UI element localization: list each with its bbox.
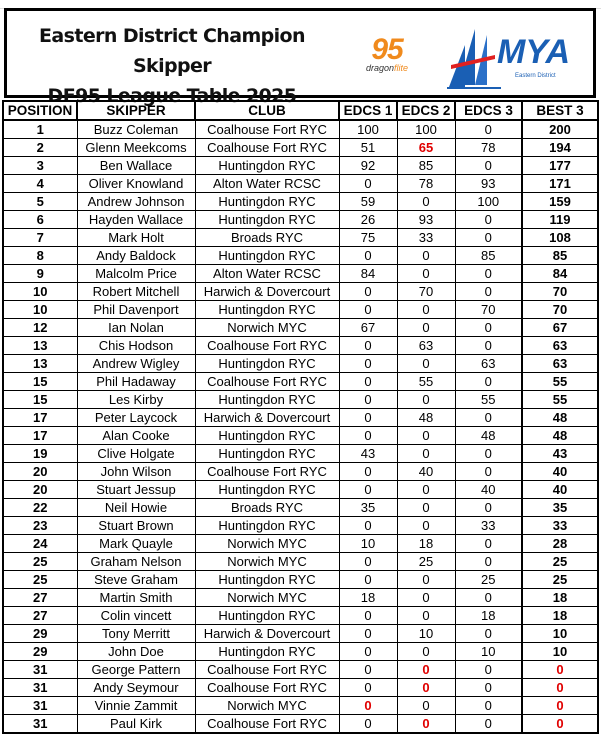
edcs1-cell: 0 bbox=[339, 571, 397, 589]
club-cell: Coalhouse Fort RYC bbox=[195, 463, 339, 481]
edcs1-cell: 0 bbox=[339, 373, 397, 391]
skipper-cell: Glenn Meekcoms bbox=[77, 139, 195, 157]
table-row bbox=[3, 319, 598, 337]
edcs2-cell: 93 bbox=[397, 211, 455, 229]
table-row bbox=[3, 445, 598, 463]
skipper-cell: Colin vincett bbox=[77, 607, 195, 625]
table-row bbox=[3, 571, 598, 589]
club-cell: Norwich MYC bbox=[195, 553, 339, 571]
skipper-cell: Les Kirby bbox=[77, 391, 195, 409]
edcs1-cell: 67 bbox=[339, 319, 397, 337]
edcs2-cell: 48 bbox=[397, 409, 455, 427]
club-cell: Huntingdon RYC bbox=[195, 481, 339, 499]
best3-cell: 43 bbox=[522, 445, 598, 463]
table-row bbox=[3, 283, 598, 301]
position-cell: 13 bbox=[3, 337, 77, 355]
edcs3-cell: 0 bbox=[455, 157, 522, 175]
best3-cell: 159 bbox=[522, 193, 598, 211]
best3-cell: 0 bbox=[522, 697, 598, 715]
skipper-cell: Andrew Johnson bbox=[77, 193, 195, 211]
skipper-cell: Ben Wallace bbox=[77, 157, 195, 175]
club-cell: Huntingdon RYC bbox=[195, 193, 339, 211]
position-cell: 19 bbox=[3, 445, 77, 463]
position-cell: 2 bbox=[3, 139, 77, 157]
col-edcs3: EDCS 3 bbox=[455, 101, 522, 120]
position-cell: 3 bbox=[3, 157, 77, 175]
best3-cell: 48 bbox=[522, 427, 598, 445]
edcs1-cell: 100 bbox=[339, 120, 397, 139]
edcs2-cell: 0 bbox=[397, 319, 455, 337]
edcs2-cell: 0 bbox=[397, 679, 455, 697]
position-cell: 17 bbox=[3, 427, 77, 445]
position-cell: 31 bbox=[3, 697, 77, 715]
edcs1-cell: 75 bbox=[339, 229, 397, 247]
skipper-cell: Mark Quayle bbox=[77, 535, 195, 553]
skipper-cell: Phil Davenport bbox=[77, 301, 195, 319]
edcs1-cell: 0 bbox=[339, 661, 397, 679]
best3-cell: 28 bbox=[522, 535, 598, 553]
edcs3-cell: 25 bbox=[455, 571, 522, 589]
edcs1-cell: 0 bbox=[339, 301, 397, 319]
edcs3-cell: 0 bbox=[455, 463, 522, 481]
club-cell: Huntingdon RYC bbox=[195, 517, 339, 535]
edcs3-cell: 33 bbox=[455, 517, 522, 535]
club-cell: Harwich & Dovercourt bbox=[195, 283, 339, 301]
club-cell: Huntingdon RYC bbox=[195, 607, 339, 625]
best3-cell: 63 bbox=[522, 337, 598, 355]
table-row bbox=[3, 337, 598, 355]
col-edcs1: EDCS 1 bbox=[339, 101, 397, 120]
skipper-cell: Oliver Knowland bbox=[77, 175, 195, 193]
edcs2-cell: 0 bbox=[397, 643, 455, 661]
edcs1-cell: 0 bbox=[339, 337, 397, 355]
edcs3-cell: 0 bbox=[455, 625, 522, 643]
table-row bbox=[3, 391, 598, 409]
club-cell: Broads RYC bbox=[195, 229, 339, 247]
edcs2-cell: 70 bbox=[397, 283, 455, 301]
col-club: CLUB bbox=[195, 101, 339, 120]
position-cell: 20 bbox=[3, 481, 77, 499]
edcs2-cell: 0 bbox=[397, 697, 455, 715]
edcs2-cell: 0 bbox=[397, 481, 455, 499]
logo-word bbox=[337, 63, 437, 73]
club-cell: Huntingdon RYC bbox=[195, 391, 339, 409]
table-row bbox=[3, 175, 598, 193]
position-cell: 8 bbox=[3, 247, 77, 265]
edcs3-cell: 0 bbox=[455, 373, 522, 391]
edcs3-cell: 0 bbox=[455, 211, 522, 229]
club-cell: Coalhouse Fort RYC bbox=[195, 120, 339, 139]
edcs2-cell: 0 bbox=[397, 427, 455, 445]
header-row bbox=[3, 101, 598, 120]
col-edcs2: EDCS 2 bbox=[397, 101, 455, 120]
best3-cell: 177 bbox=[522, 157, 598, 175]
best3-cell: 63 bbox=[522, 355, 598, 373]
logo-word-a: dragon bbox=[365, 63, 394, 73]
best3-cell: 25 bbox=[522, 571, 598, 589]
table-row bbox=[3, 697, 598, 715]
skipper-cell: Buzz Coleman bbox=[77, 120, 195, 139]
club-cell: Huntingdon RYC bbox=[195, 643, 339, 661]
best3-cell: 84 bbox=[522, 265, 598, 283]
edcs1-cell: 0 bbox=[339, 607, 397, 625]
best3-cell: 33 bbox=[522, 517, 598, 535]
mya-text: MYA bbox=[497, 33, 571, 71]
skipper-cell: Graham Nelson bbox=[77, 553, 195, 571]
edcs1-cell: 0 bbox=[339, 463, 397, 481]
edcs1-cell: 0 bbox=[339, 355, 397, 373]
logo-number: 95 bbox=[371, 33, 403, 66]
edcs3-cell: 0 bbox=[455, 553, 522, 571]
table-row bbox=[3, 643, 598, 661]
edcs2-cell: 40 bbox=[397, 463, 455, 481]
edcs1-cell: 35 bbox=[339, 499, 397, 517]
edcs3-cell: 78 bbox=[455, 139, 522, 157]
edcs1-cell: 18 bbox=[339, 589, 397, 607]
club-cell: Alton Water RCSC bbox=[195, 265, 339, 283]
table-row bbox=[3, 589, 598, 607]
club-cell: Huntingdon RYC bbox=[195, 211, 339, 229]
best3-cell: 0 bbox=[522, 679, 598, 697]
col-best3: BEST 3 bbox=[522, 101, 598, 120]
skipper-cell: John Doe bbox=[77, 643, 195, 661]
edcs1-cell: 0 bbox=[339, 283, 397, 301]
position-cell: 29 bbox=[3, 643, 77, 661]
position-cell: 7 bbox=[3, 229, 77, 247]
position-cell: 20 bbox=[3, 463, 77, 481]
position-cell: 31 bbox=[3, 715, 77, 734]
skipper-cell: Vinnie Zammit bbox=[77, 697, 195, 715]
position-cell: 22 bbox=[3, 499, 77, 517]
edcs3-cell: 48 bbox=[455, 427, 522, 445]
table-row bbox=[3, 301, 598, 319]
table-row bbox=[3, 409, 598, 427]
skipper-cell: Ian Nolan bbox=[77, 319, 195, 337]
edcs2-cell: 85 bbox=[397, 157, 455, 175]
edcs3-cell: 0 bbox=[455, 589, 522, 607]
club-cell: Coalhouse Fort RYC bbox=[195, 715, 339, 734]
position-cell: 31 bbox=[3, 679, 77, 697]
edcs2-cell: 0 bbox=[397, 445, 455, 463]
table-row bbox=[3, 211, 598, 229]
edcs1-cell: 0 bbox=[339, 409, 397, 427]
table-row bbox=[3, 247, 598, 265]
skipper-cell: Andy Seymour bbox=[77, 679, 195, 697]
table-row bbox=[3, 355, 598, 373]
club-cell: Coalhouse Fort RYC bbox=[195, 373, 339, 391]
best3-cell: 70 bbox=[522, 301, 598, 319]
edcs3-cell: 63 bbox=[455, 355, 522, 373]
best3-cell: 171 bbox=[522, 175, 598, 193]
position-cell: 5 bbox=[3, 193, 77, 211]
mya-logo bbox=[445, 25, 575, 91]
skipper-cell: Hayden Wallace bbox=[77, 211, 195, 229]
table-row bbox=[3, 517, 598, 535]
edcs1-cell: 0 bbox=[339, 247, 397, 265]
best3-cell: 10 bbox=[522, 625, 598, 643]
edcs2-cell: 0 bbox=[397, 247, 455, 265]
position-cell: 25 bbox=[3, 553, 77, 571]
club-cell: Coalhouse Fort RYC bbox=[195, 337, 339, 355]
club-cell: Coalhouse Fort RYC bbox=[195, 139, 339, 157]
best3-cell: 0 bbox=[522, 715, 598, 734]
position-cell: 10 bbox=[3, 301, 77, 319]
position-cell: 27 bbox=[3, 589, 77, 607]
edcs3-cell: 85 bbox=[455, 247, 522, 265]
best3-cell: 0 bbox=[522, 661, 598, 679]
edcs2-cell: 0 bbox=[397, 607, 455, 625]
edcs3-cell: 55 bbox=[455, 391, 522, 409]
table-row bbox=[3, 481, 598, 499]
title-line-1: Eastern District Champion Skipper bbox=[39, 25, 305, 77]
club-cell: Huntingdon RYC bbox=[195, 157, 339, 175]
edcs3-cell: 0 bbox=[455, 445, 522, 463]
edcs2-cell: 55 bbox=[397, 373, 455, 391]
table-row bbox=[3, 625, 598, 643]
edcs1-cell: 10 bbox=[339, 535, 397, 553]
edcs1-cell: 0 bbox=[339, 391, 397, 409]
edcs2-cell: 0 bbox=[397, 589, 455, 607]
club-cell: Coalhouse Fort RYC bbox=[195, 661, 339, 679]
best3-cell: 70 bbox=[522, 283, 598, 301]
edcs3-cell: 0 bbox=[455, 661, 522, 679]
edcs3-cell: 0 bbox=[455, 535, 522, 553]
table-row bbox=[3, 535, 598, 553]
skipper-cell: Tony Merritt bbox=[77, 625, 195, 643]
edcs3-cell: 0 bbox=[455, 319, 522, 337]
edcs3-cell: 0 bbox=[455, 337, 522, 355]
edcs2-cell: 0 bbox=[397, 661, 455, 679]
edcs2-cell: 10 bbox=[397, 625, 455, 643]
title-line-2: DF95 League Table 2025 bbox=[47, 85, 297, 107]
edcs2-cell: 0 bbox=[397, 715, 455, 734]
edcs1-cell: 0 bbox=[339, 643, 397, 661]
edcs3-cell: 40 bbox=[455, 481, 522, 499]
edcs1-cell: 0 bbox=[339, 481, 397, 499]
edcs1-cell: 26 bbox=[339, 211, 397, 229]
skipper-cell: Peter Laycock bbox=[77, 409, 195, 427]
edcs1-cell: 0 bbox=[339, 553, 397, 571]
best3-cell: 25 bbox=[522, 553, 598, 571]
best3-cell: 194 bbox=[522, 139, 598, 157]
edcs1-cell: 59 bbox=[339, 193, 397, 211]
best3-cell: 10 bbox=[522, 643, 598, 661]
position-cell: 29 bbox=[3, 625, 77, 643]
edcs2-cell: 0 bbox=[397, 355, 455, 373]
position-cell: 15 bbox=[3, 373, 77, 391]
edcs2-cell: 18 bbox=[397, 535, 455, 553]
club-cell: Huntingdon RYC bbox=[195, 301, 339, 319]
edcs2-cell: 0 bbox=[397, 499, 455, 517]
skipper-cell: Alan Cooke bbox=[77, 427, 195, 445]
skipper-cell: Chis Hodson bbox=[77, 337, 195, 355]
club-cell: Norwich MYC bbox=[195, 535, 339, 553]
table-row bbox=[3, 607, 598, 625]
table-row bbox=[3, 229, 598, 247]
table-row bbox=[3, 373, 598, 391]
edcs2-cell: 65 bbox=[397, 139, 455, 157]
table-row bbox=[3, 715, 598, 734]
edcs1-cell: 43 bbox=[339, 445, 397, 463]
skipper-cell: Stuart Brown bbox=[77, 517, 195, 535]
edcs3-cell: 0 bbox=[455, 265, 522, 283]
club-cell: Huntingdon RYC bbox=[195, 445, 339, 463]
edcs2-cell: 0 bbox=[397, 391, 455, 409]
position-cell: 24 bbox=[3, 535, 77, 553]
position-cell: 10 bbox=[3, 283, 77, 301]
edcs1-cell: 0 bbox=[339, 427, 397, 445]
skipper-cell: Steve Graham bbox=[77, 571, 195, 589]
position-cell: 12 bbox=[3, 319, 77, 337]
table-row bbox=[3, 265, 598, 283]
skipper-cell: Malcolm Price bbox=[77, 265, 195, 283]
edcs1-cell: 0 bbox=[339, 175, 397, 193]
skipper-cell: Stuart Jessup bbox=[77, 481, 195, 499]
club-cell: Huntingdon RYC bbox=[195, 355, 339, 373]
edcs2-cell: 0 bbox=[397, 517, 455, 535]
position-cell: 27 bbox=[3, 607, 77, 625]
table-row bbox=[3, 139, 598, 157]
best3-cell: 18 bbox=[522, 607, 598, 625]
edcs3-cell: 93 bbox=[455, 175, 522, 193]
edcs2-cell: 25 bbox=[397, 553, 455, 571]
best3-cell: 200 bbox=[522, 120, 598, 139]
club-cell: Harwich & Dovercourt bbox=[195, 625, 339, 643]
edcs2-cell: 0 bbox=[397, 193, 455, 211]
edcs1-cell: 0 bbox=[339, 625, 397, 643]
edcs1-cell: 84 bbox=[339, 265, 397, 283]
table-row bbox=[3, 193, 598, 211]
page-title bbox=[7, 21, 337, 111]
skipper-cell: Robert Mitchell bbox=[77, 283, 195, 301]
position-cell: 4 bbox=[3, 175, 77, 193]
club-cell: Huntingdon RYC bbox=[195, 247, 339, 265]
best3-cell: 85 bbox=[522, 247, 598, 265]
edcs1-cell: 0 bbox=[339, 679, 397, 697]
league-table bbox=[2, 100, 599, 734]
position-cell: 15 bbox=[3, 391, 77, 409]
edcs3-cell: 0 bbox=[455, 283, 522, 301]
best3-cell: 40 bbox=[522, 463, 598, 481]
edcs3-cell: 18 bbox=[455, 607, 522, 625]
sails-icon bbox=[445, 25, 505, 91]
position-cell: 25 bbox=[3, 571, 77, 589]
club-cell: Coalhouse Fort RYC bbox=[195, 679, 339, 697]
col-skipper: SKIPPER bbox=[77, 101, 195, 120]
edcs3-cell: 0 bbox=[455, 499, 522, 517]
best3-cell: 48 bbox=[522, 409, 598, 427]
best3-cell: 119 bbox=[522, 211, 598, 229]
edcs1-cell: 92 bbox=[339, 157, 397, 175]
edcs2-cell: 33 bbox=[397, 229, 455, 247]
edcs2-cell: 0 bbox=[397, 301, 455, 319]
best3-cell: 67 bbox=[522, 319, 598, 337]
edcs2-cell: 0 bbox=[397, 571, 455, 589]
edcs2-cell: 0 bbox=[397, 265, 455, 283]
club-cell: Huntingdon RYC bbox=[195, 571, 339, 589]
best3-cell: 18 bbox=[522, 589, 598, 607]
best3-cell: 108 bbox=[522, 229, 598, 247]
table-row bbox=[3, 463, 598, 481]
club-cell: Norwich MYC bbox=[195, 589, 339, 607]
edcs3-cell: 0 bbox=[455, 697, 522, 715]
skipper-cell: Andy Baldock bbox=[77, 247, 195, 265]
dragonflite-logo bbox=[337, 33, 437, 73]
table-row bbox=[3, 499, 598, 517]
best3-cell: 40 bbox=[522, 481, 598, 499]
edcs3-cell: 0 bbox=[455, 229, 522, 247]
skipper-cell: Phil Hadaway bbox=[77, 373, 195, 391]
club-cell: Norwich MYC bbox=[195, 319, 339, 337]
skipper-cell: Andrew Wigley bbox=[77, 355, 195, 373]
skipper-cell: Martin Smith bbox=[77, 589, 195, 607]
logo-word-b: flite bbox=[394, 63, 409, 73]
position-cell: 9 bbox=[3, 265, 77, 283]
position-cell: 6 bbox=[3, 211, 77, 229]
best3-cell: 55 bbox=[522, 391, 598, 409]
skipper-cell: John Wilson bbox=[77, 463, 195, 481]
mya-subtitle: Eastern District bbox=[515, 73, 556, 79]
edcs3-cell: 100 bbox=[455, 193, 522, 211]
best3-cell: 35 bbox=[522, 499, 598, 517]
table-row bbox=[3, 120, 598, 139]
club-cell: Broads RYC bbox=[195, 499, 339, 517]
club-cell: Alton Water RCSC bbox=[195, 175, 339, 193]
header-banner bbox=[4, 8, 596, 107]
table-row bbox=[3, 157, 598, 175]
skipper-cell: Mark Holt bbox=[77, 229, 195, 247]
skipper-cell: Paul Kirk bbox=[77, 715, 195, 734]
position-cell: 31 bbox=[3, 661, 77, 679]
club-cell: Norwich MYC bbox=[195, 697, 339, 715]
position-cell: 23 bbox=[3, 517, 77, 535]
edcs1-cell: 51 bbox=[339, 139, 397, 157]
table-row bbox=[3, 679, 598, 697]
skipper-cell: Clive Holgate bbox=[77, 445, 195, 463]
edcs3-cell: 70 bbox=[455, 301, 522, 319]
edcs2-cell: 100 bbox=[397, 120, 455, 139]
table-row bbox=[3, 661, 598, 679]
club-cell: Harwich & Dovercourt bbox=[195, 409, 339, 427]
club-cell: Huntingdon RYC bbox=[195, 427, 339, 445]
edcs2-cell: 63 bbox=[397, 337, 455, 355]
position-cell: 1 bbox=[3, 120, 77, 139]
edcs2-cell: 78 bbox=[397, 175, 455, 193]
edcs3-cell: 0 bbox=[455, 679, 522, 697]
edcs1-cell: 0 bbox=[339, 715, 397, 734]
edcs3-cell: 0 bbox=[455, 120, 522, 139]
edcs1-cell: 0 bbox=[339, 517, 397, 535]
col-position: POSITION bbox=[3, 101, 77, 120]
edcs3-cell: 10 bbox=[455, 643, 522, 661]
edcs3-cell: 0 bbox=[455, 409, 522, 427]
table-row bbox=[3, 427, 598, 445]
skipper-cell: Neil Howie bbox=[77, 499, 195, 517]
edcs3-cell: 0 bbox=[455, 715, 522, 734]
table-row bbox=[3, 553, 598, 571]
skipper-cell: George Pattern bbox=[77, 661, 195, 679]
position-cell: 17 bbox=[3, 409, 77, 427]
position-cell: 13 bbox=[3, 355, 77, 373]
best3-cell: 55 bbox=[522, 373, 598, 391]
edcs1-cell: 0 bbox=[339, 697, 397, 715]
